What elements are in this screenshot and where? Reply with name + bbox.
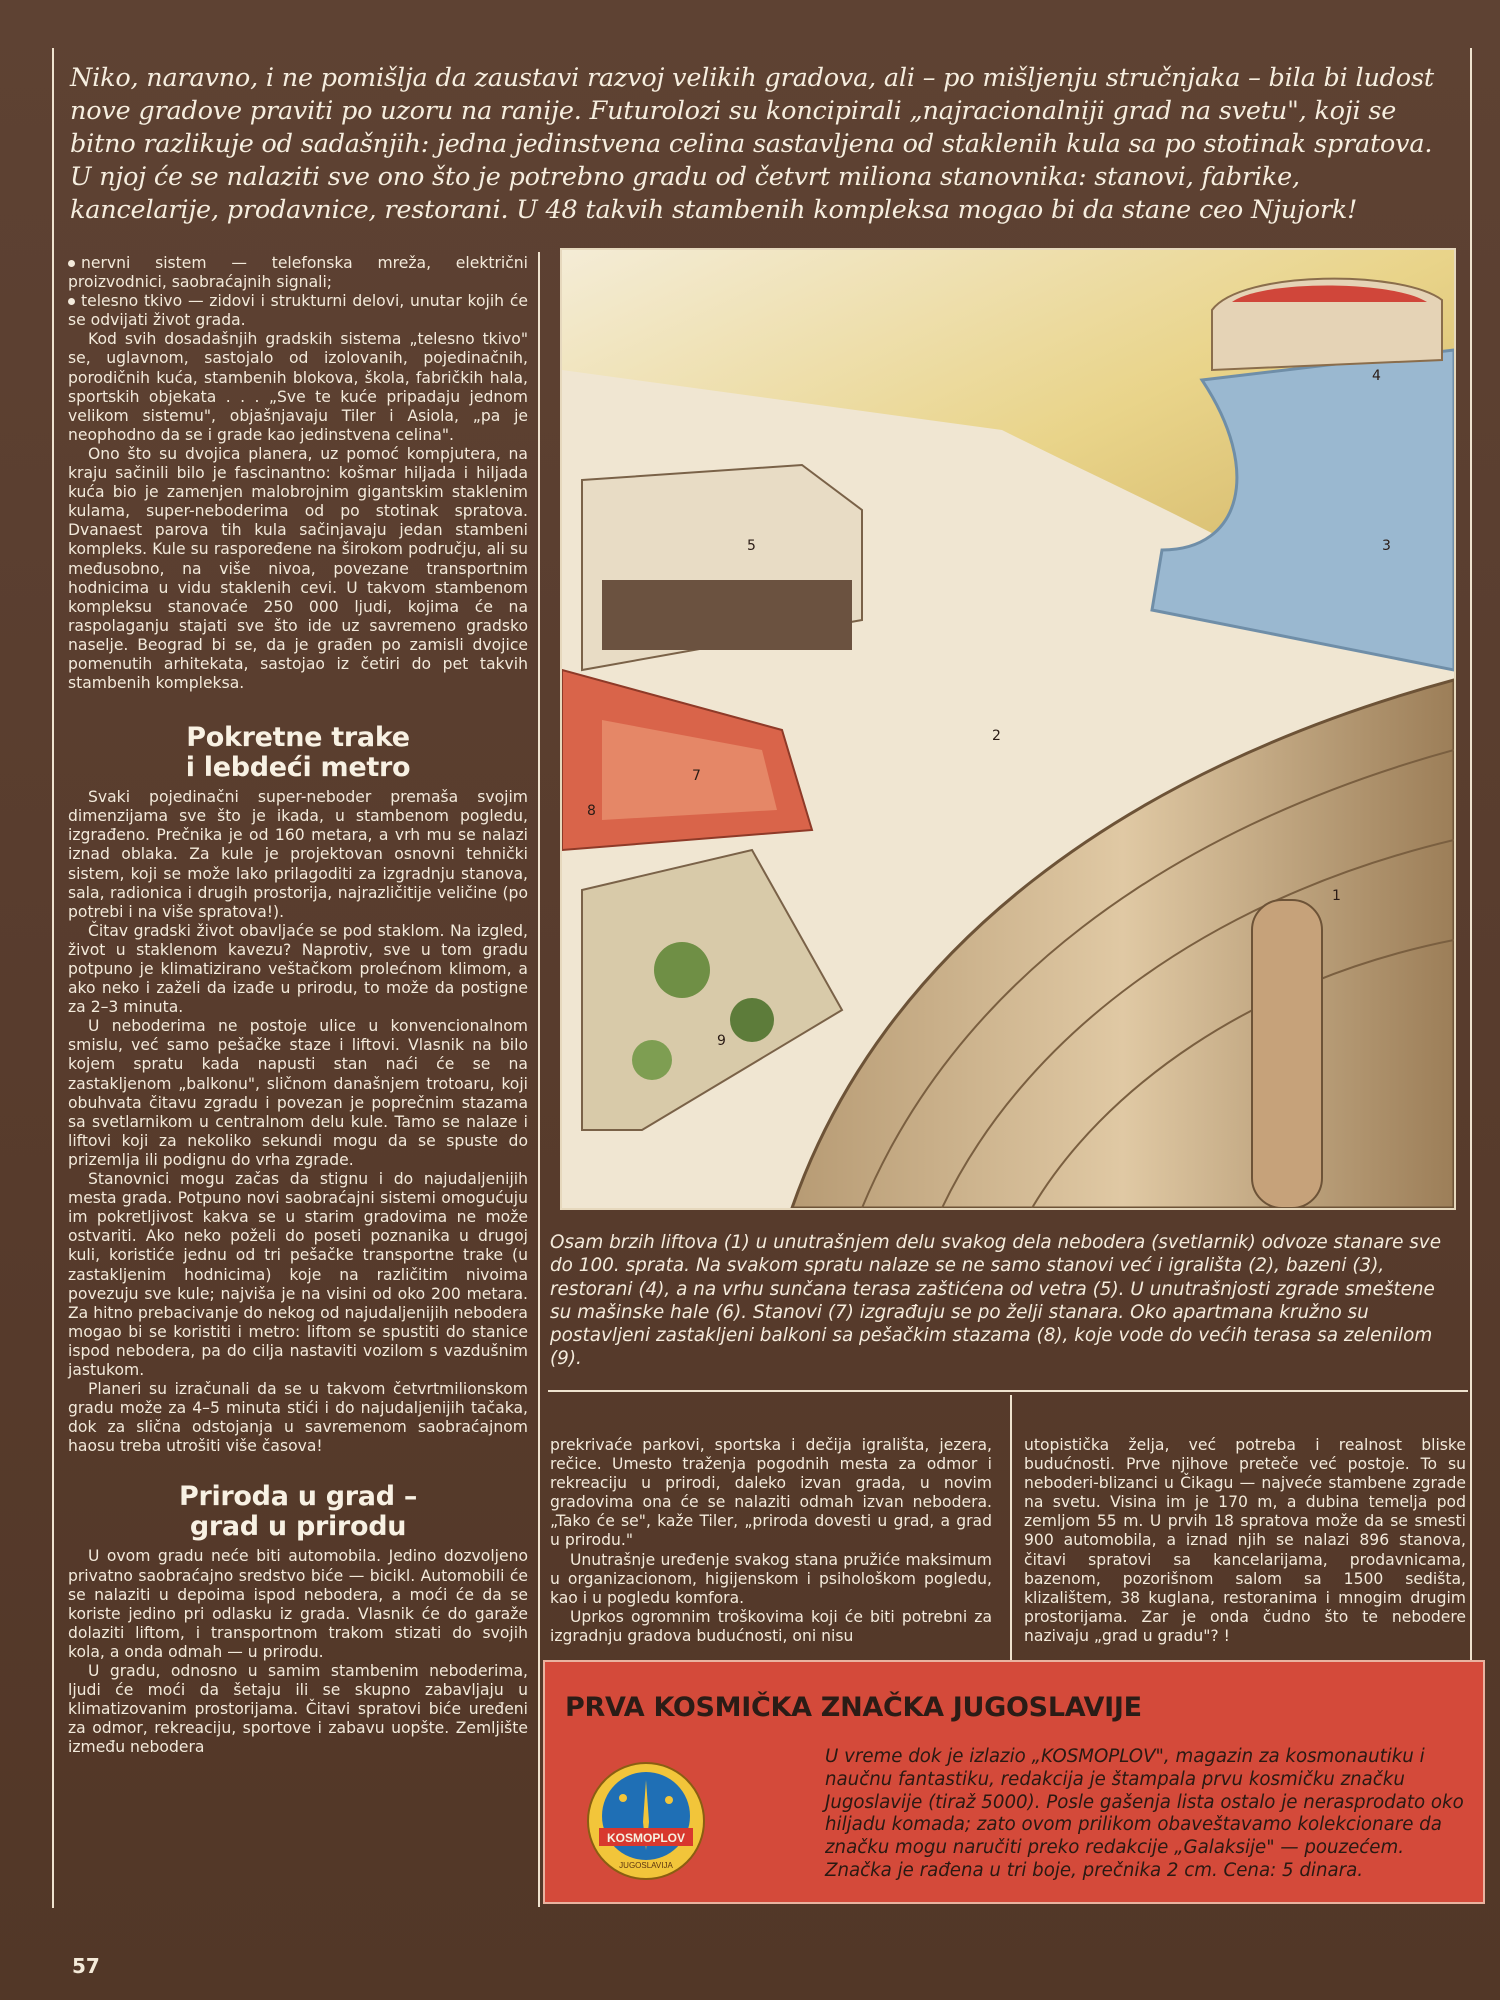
frame-rule-left: [52, 48, 54, 1908]
label-5: 5: [747, 538, 756, 554]
bullet-item-2: telesno tkivo — zidovi i strukturni delovi, unutar kojih će se odvijati život grada.: [68, 292, 528, 330]
elevator-core: [1252, 900, 1322, 1208]
left-column: [68, 254, 528, 1757]
section-heading-1: Pokretne trake i lebdeći metro: [185, 722, 411, 784]
paragraph: Svaki pojedinačni super-neboder premaša svojim dimenzijama sve što je ikada, u stambenom pogledu, izgrađeno. Prečnika je od 160 metara, a vrh mu se nalazi iznad oblaka. Za kule je projektovan osnovni tehnički sistem, koji se može lako prilagoditi za izgradnju stanova, sala, radionica i drugih prostorija, najrazličitije veličine (po potrebi i na više spratova!).: [68, 788, 528, 921]
tree: [632, 1040, 672, 1080]
tree: [730, 998, 774, 1042]
label-4: 4: [1372, 368, 1381, 384]
middle-column: [550, 1436, 992, 1646]
label-2: 2: [992, 728, 1001, 744]
label-9: 9: [717, 1033, 726, 1049]
paragraph: Planeri su izračunali da se u takvom četvrtmilionskom gradu može za 4–5 minuta stići i do najudaljenijih tačaka, dok za slična odstojanja u savremenom saobraćajnom haosu treba utrošiti više časova!: [68, 1380, 528, 1456]
paragraph: Unutrašnje uređenje svakog stana pružiće maksimum u organizacionom, higijenskom i psihološkom pogledu, kao i u pogledu komfora.: [550, 1550, 992, 1607]
glass-band: [602, 580, 852, 650]
emblem-bottom-text: JUGOSLAVIJA: [619, 1861, 673, 1870]
badge-title: PRVA KOSMIČKA ZNAČKA JUGOSLAVIJE: [565, 1692, 1142, 1723]
paragraph: utopistička želja, već potreba i realnost bliske budućnosti. Prve njihove preteče već postoje. To su neboderi-blizanci u Čikagu — najveće stambene zgrade na svetu. Visina im je 170 m, a dubina temelja pod zemljom 55 m. U prvih 18 spratova može da se smesti 900 automobila, a iznad njih se nalazi 896 stanova, čitavi spratovi sa kancelarijama, prodavnicama, bazenom, pozorišnom salom sa 1500 sedišta, klizalištem, 38 kuglana, restoranima i mnogim drugim prostorijama. Zar je onda čudno što te nebodere nazivaju „grad u gradu"? !: [1024, 1436, 1466, 1645]
emblem-top-text: KOSMOPLOV: [606, 1831, 686, 1845]
right-column: [1024, 1436, 1466, 1646]
label-1: 1: [1332, 888, 1341, 904]
paragraph: U gradu, odnosno u samim stambenim neboderima, ljudi će moći da šetaju ili se skupno zabavljaju u klimatizovanim prostorijama. Čitavi spratovi biće uređeni za odmor, rekreaciju, sportove i zabavu uopšte. Zemljište između nebodera: [68, 1662, 528, 1757]
paragraph: prekrivaće parkovi, sportska i dečija igrališta, jezera, rečice. Umesto traženja pogodnih mesta za odmor i rekreaciju u prirodi, daleko izvan grada, u novim gradovima ona će se nalaziti odmah izvan nebodera. „Tako će se", kaže Tiler, „priroda dovesti u grad, a grad u prirodu.": [550, 1436, 992, 1550]
paragraph: U neboderima ne postoje ulice u konvencionalnom smislu, već samo pešačke staze i liftovi. Vlasnik na bilo kojem spratu kada napusti stan naći će se na zastakljenom „balkonu", sličnom današnjem trotoaru, koji obuhvata čitavu zgradu i povezan je poprečnim stazama sa svetlarnikom u centralnom delu kule. Tamo se nalaze i liftovi koji za nekoliko sekundi mogu da se spuste do prizemlja ili podignu do vrha zgrade.: [68, 1017, 528, 1169]
paragraph: Čitav gradski život obavljaće se pod staklom. Na izgled, život u staklenom kavezu? Naprotiv, sve u tom gradu potpuno je klimatizirano veštačkom prolećnom klimom, a ako neko i zaželi da izađe u prirodu, to može da postigne za 2–3 minuta.: [68, 921, 528, 1017]
section-heading-2: Priroda u grad – grad u prirodu: [178, 1481, 418, 1543]
page-number: 57: [72, 1954, 100, 1978]
label-7: 7: [692, 768, 701, 784]
paragraph: Kod svih dosadašnjih gradskih sistema „telesno tkivo" se, uglavnom, sastojalo od izolovanih, pojedinačnih, porodičnih kuća, stambenih blokova, škola, fabričkih hala, sportskih objekata . . . „Sve te kuće pripadaju jednom velikom sistemu", objašnjavaju Tiler i Asiola, „pa je neophodno da se i grade kao jedinstvena celina".: [68, 330, 528, 444]
bullet-icon: [68, 298, 75, 305]
skyscraper-illustration: [560, 248, 1456, 1210]
badge-text: U vreme dok je izlazio „KOSMOPLOV", magazin za kosmonautiku i naučnu fantastiku, redakcija je štampala prvu kosmičku značku Jugoslavije (tiraž 5000). Posle gašenja lista ostalo je nerasprodato oko hiljadu komada; zato ovom prilikom obaveštavamo kolekcionare da značku mogu naručiti preko redakcije „Galaksije" — pouzećem. Značka je rađena u tri boje, prečnika 2 cm. Cena: 5 dinara.: [825, 1746, 1464, 1881]
frame-rule-right: [1470, 48, 1472, 1666]
bullet-icon: [68, 260, 75, 267]
paragraph: Uprkos ogromnim troškovima koji će biti potrebni za izgradnju gradova budućnosti, oni nisu: [550, 1607, 992, 1645]
illustration-svg: [562, 250, 1454, 1208]
column-divider-2: [1010, 1395, 1012, 1660]
intro-paragraph: Niko, naravno, i ne pomišlja da zaustavi razvoj velikih gradova, ali – po mišljenju stručnjaka – bila bi ludost nove gradove praviti po uzoru na ranije. Futurolozi su koncipirali „najracionalniji grad na svetu", koji se bitno razlikuje od sadašnjih: jedna jedinstvena celina sastavljena od staklenih kula sa po stotinak spratova. U njoj će se nalaziti sve ono što je potrebno gradu od četvrt miliona stanovnika: stanovi, fabrike, kancelarije, prodavnice, restorani. U 48 takvih stambenih kompleksa mogao bi da stane ceo Njujork!: [70, 63, 1434, 225]
bullet-item-1: nervni sistem — telefonska mreža, električni proizvodnici, saobraćajnih signali;: [68, 254, 528, 292]
badge-announcement: [543, 1660, 1485, 1904]
label-8: 8: [587, 803, 596, 819]
label-3: 3: [1382, 538, 1391, 554]
paragraph: U ovom gradu neće biti automobila. Jedino dozvoljeno privatno saobraćajno sredstvo biće — bicikl. Automobili će se nalaziti u depoima ispod nebodera, a moći će da se koriste jedino pri odlasku iz grada. Vlasnik će do garaže dolaziti liftom, i transportnom trakom stizati do svojih kola, a onda odmah — u prirodu.: [68, 1547, 528, 1661]
paragraph: Stanovnici mogu začas da stignu i do najudaljenijih mesta grada. Potpuno novi saobraćajni sistemi omogućuju im pokretljivost kakva se u starim gradovima ne može ostvariti. Ako neko poželi do poseti poznanika u drugoj kuli, koristiće jednu od tri pešačke transportne trake (u zastakljenim hodnicima) koje na različitim nivoima povezuju sve kule; najviša je na visini od oko 200 metara. Za hitno prebacivanje do nekog od najudaljenijih nebodera mogao bi se koristiti i metro: liftom se spustiti do stanice ispod nebodera, pa do cilja nastaviti vozilom s vazdušnim jastukom.: [68, 1170, 528, 1379]
paragraph: Ono što su dvojica planera, uz pomoć kompjutera, na kraju sačinili bilo je fascinantno: košmar hiljada i hiljada kuća bio je zamenjen malobrojnim gigantskim staklenim kulama, super-neboderima od po stotinak spratova. Dvanaest parova tih kula sačinjavaju jedan stambeni kompleks. Kule su raspoređene na širokom području, ali su međusobno, na više nivoa, povezane transportnim hodnicima u vidu staklenih cevi. U takvom stambenom kompleksu stanovaće 250 000 ljudi, kojima će na raspolaganju stajati sve što ide uz savremeno gradsko naselje. Beograd bi se, da je građen po zamisli dvojice pomenutih arhitekata, sastojao iz četiri do pet takvih stambenih kompleksa.: [68, 444, 528, 693]
column-divider-1: [538, 252, 540, 1907]
caption-rule: [548, 1390, 1468, 1392]
illustration-caption: Osam brzih liftova (1) u unutrašnjem delu svakog dela nebodera (svetlarnik) odvoze stanare sve do 100. sprata. Na svakom spratu nalaze se ne samo stanovi već i igrališta (2), bazeni (3), restorani (4), a na vrhu sunčana terasa zaštićena od vetra (5). U unutrašnjosti zgrade smeštene su mašinske hale (6). Stanovi (7) izgrađuju se po želji stanara. Oko apartmana kružno su postavljeni zastakljeni balkoni sa pešačkim stazama (8), koje vode do većih terasa sa zelenilom (9).: [550, 1232, 1442, 1370]
tree: [654, 942, 710, 998]
kosmoplov-emblem-icon: [585, 1760, 707, 1882]
